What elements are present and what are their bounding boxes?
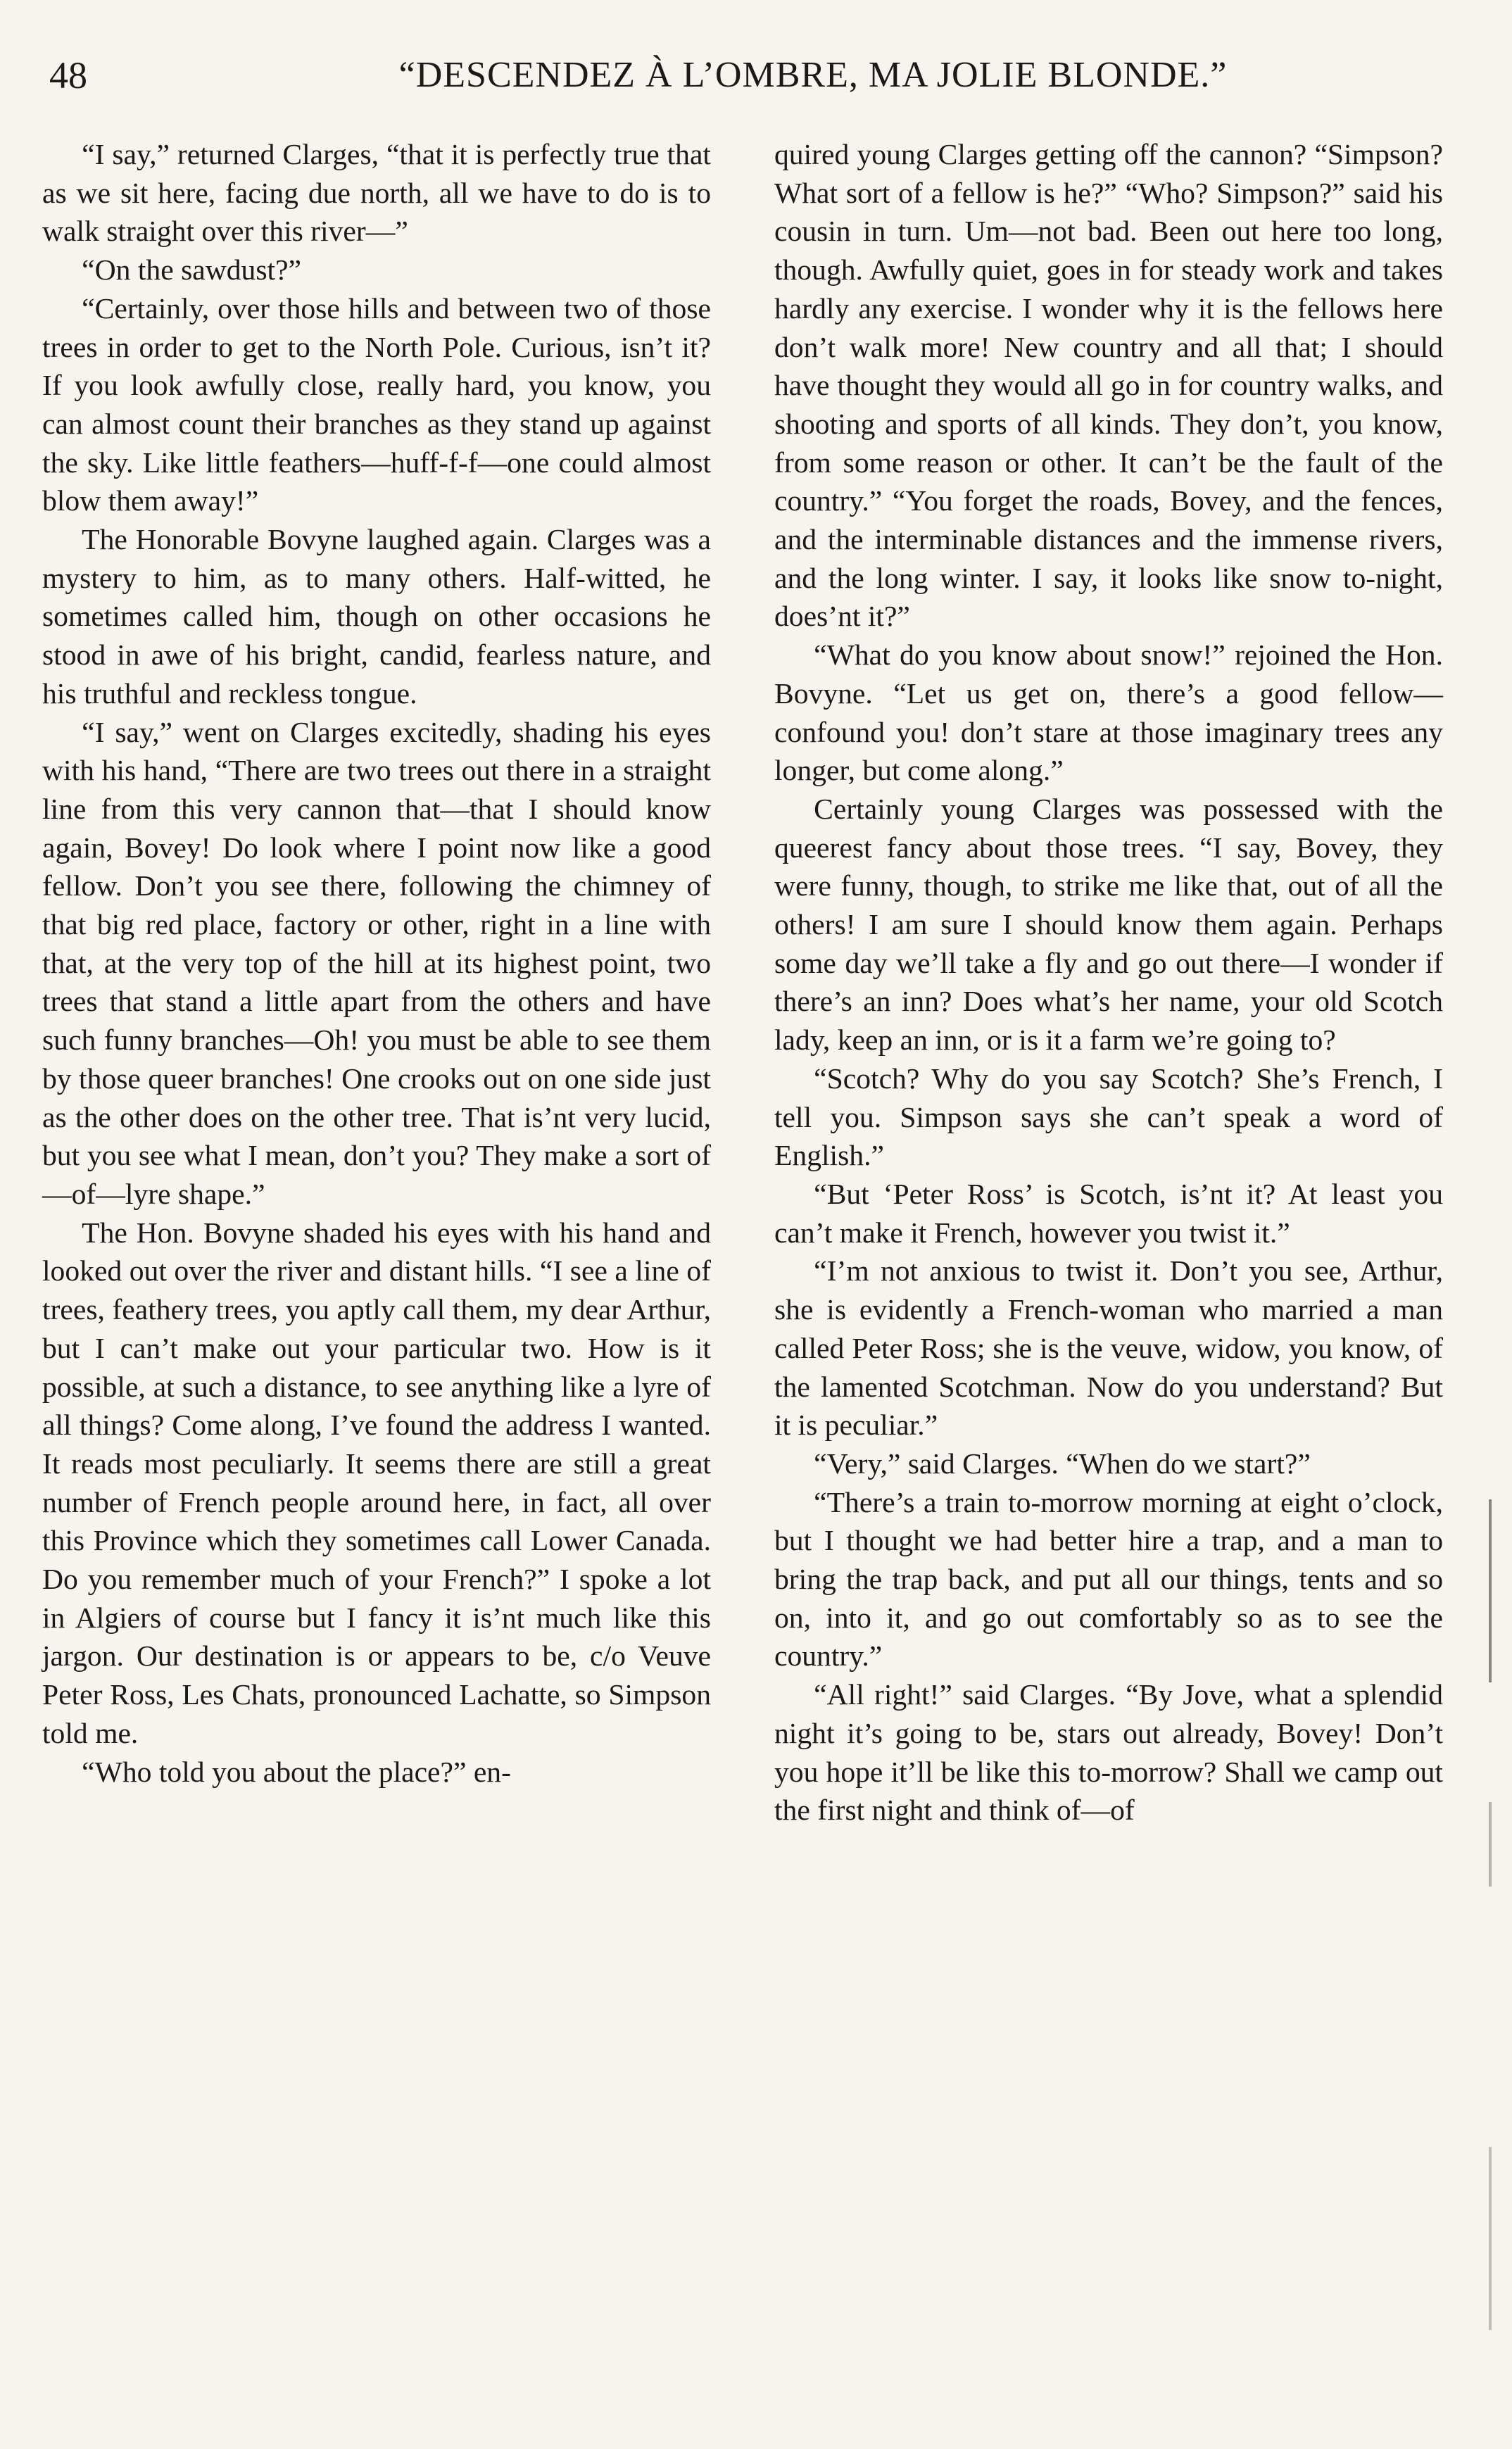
right-column [774, 135, 1443, 1830]
paragraph: “But ‘Peter Ross’ is Scotch, is’nt it? At least you can’t make it French, however you twist it.” [774, 1177, 1443, 1249]
left-column [42, 135, 711, 1791]
page-header [42, 51, 1450, 114]
paragraph: “I say,” went on Clarges excitedly, shading his eyes with his hand, “There are two trees out there in a straight line from this very cannon that—that I should know again, Bovey! Do look where I point now like a good fellow. Don’t you see there, following the chimney of that big red place, factory or other, right in a line with that, at the very top of the hill at its highest point, two trees that stand a little apart from the others and have such funny branches—Oh! you must be able to see them by those queer branches! One crooks out on one side just as the other does on the other tree. That is’nt very lucid, but you see what I mean, don’t you? They make a sort of—of—lyre shape.” [42, 715, 711, 1210]
paragraph: “On the sawdust?” [82, 253, 302, 287]
paragraph: “Scotch? Why do you say Scotch? She’s French, I tell you. Simpson says she can’t speak a word of English.” [774, 1062, 1443, 1172]
paragraph: “Who told you about the place?” en- [82, 1755, 511, 1788]
scan-edge-mark [1489, 2147, 1492, 2330]
running-title: “DESCENDEZ À L’OMBRE, MA JOLIE BLONDE.” [398, 55, 1228, 95]
paragraph: “I say,” returned Clarges, “that it is perfectly true that as we sit here, facing due north, all we have to do is to walk straight over this river—” [42, 138, 711, 248]
paragraph: Certainly young Clarges was possessed with the queerest fancy about those trees. “I say, Bovey, they were funny, though, to strike me like that, out of all the others! I am sure I should know them again. Perhaps some day we’ll take a fly and go out there—I wonder if there’s an inn? Does what’s her name, your old Scotch lady, keep an inn, or is it a farm we’re going to? [774, 792, 1443, 1057]
paragraph: “There’s a train to-morrow morning at eight o’clock, but I thought we had better hire a trap, and a man to bring the trap back, and put all our things, tents and so on, into it, and go out comfortably so as to see the country.” [774, 1485, 1443, 1673]
paragraph: “Very,” said Clarges. “When do we start?” [814, 1447, 1311, 1480]
scan-edge-mark [1489, 1802, 1492, 1887]
scan-edge-mark [1489, 1499, 1492, 1682]
paragraph: “Certainly, over those hills and between two of those trees in order to get to the North Pole. Curious, isn’t it? If you look awfully close, really hard, you know, you can almost count their branches as they stand up against the sky. Like little feathers—huff-f-f—one could almost blow them away!” [42, 291, 711, 517]
paragraph-continued: quired young Clarges getting off the cannon? “Simpson? What sort of a fellow is he?” “Who? Simpson?” said his cousin in turn. Um—not bad. Been out here too long, though. Awfully quiet, goes in for steady work and takes hardly any exercise. I wonder why it is the fellows here don’t walk more! New country and all that; I should have thought they would all go in for country walks, and shooting and sports of all kinds. They don’t, you know, from some reason or other. It can’t be the fault of the country.” “You forget the roads, Bovey, and the fences, and the interminable distances and the immense rivers, and the long winter. I say, it looks like snow to-night, does’nt it?” [774, 138, 1443, 633]
paragraph: The Hon. Bovyne shaded his eyes with his hand and looked out over the river and distant hills. “I see a line of trees, feathery trees, you aptly call them, my dear Arthur, but I can’t make out your particular two. How is it possible, at such a distance, to see anything like a lyre of all things? Come along, I’ve found the address I wanted. It reads most peculiarly. It seems there are still a great number of French people around here, in fact, all over this Province which they sometimes call Lower Canada. Do you remember much of your French?” I spoke a lot in Algiers of course but I fancy it is’nt much like this jargon. Our destination is or appears to be, c/o Veuve Peter Ross, Les Chats, pronounced Lachatte, so Simpson told me. [42, 1216, 711, 1749]
paragraph: “What do you know about snow!” rejoined the Hon. Bovyne. “Let us get on, there’s a good fellow—confound you! don’t stare at those imaginary trees any longer, but come along.” [774, 638, 1443, 787]
page-number: 48 [49, 54, 87, 96]
paragraph: “I’m not anxious to twist it. Don’t you see, Arthur, she is evidently a French-woman who married a man called Peter Ross; she is the veuve, widow, you know, of the lamented Scotchman. Now do you understand? But it is peculiar.” [774, 1254, 1443, 1442]
paragraph: The Honorable Bovyne laughed again. Clarges was a mystery to him, as to many others. Half-witted, he sometimes called him, though on other occasions he stood in awe of his bright, candid, fearless nature, and his truthful and reckless tongue. [42, 523, 711, 710]
paragraph: “All right!” said Clarges. “By Jove, what a splendid night it’s going to be, stars out already, Bovey! Don’t you hope it’ll be like this to-morrow? Shall we camp out the first night and think of—of [774, 1678, 1443, 1827]
